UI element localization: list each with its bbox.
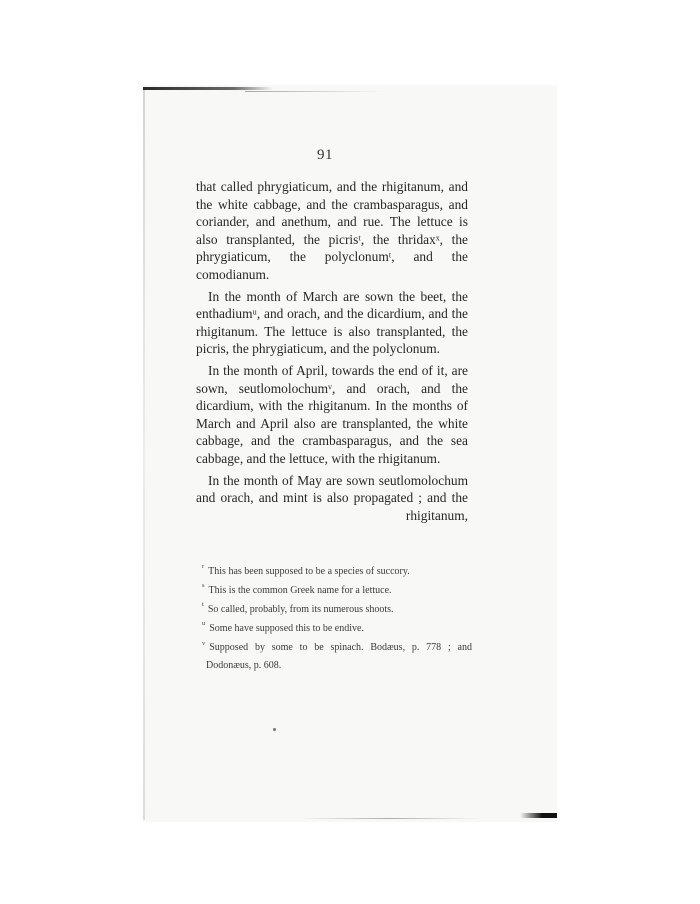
page-bottom-shadow	[520, 813, 557, 818]
page-number: 91	[317, 147, 333, 163]
footnote-text: So called, probably, from its numerous shoots.	[207, 604, 394, 615]
footnote-text: This is the common Greek name for a lettuce.	[208, 585, 392, 596]
footnote	[196, 562, 472, 581]
page-left-edge	[143, 90, 145, 820]
footnote-text: Supposed by some to be spinach. Bodæus, p. 778 ; and Dodonæus, p. 608.	[206, 642, 472, 671]
footnote-marker: v	[202, 640, 206, 647]
ink-speck	[273, 728, 276, 731]
footnote-marker: t	[202, 601, 204, 608]
page-top-shadow-faint	[245, 91, 385, 92]
page-bottom-line	[300, 818, 480, 819]
page-top-shadow	[143, 87, 273, 90]
footnote-marker: r	[202, 563, 205, 570]
footnote-marker: s	[202, 582, 205, 589]
footnote	[196, 600, 472, 619]
footnotes	[196, 562, 472, 675]
footnote-marker: u	[202, 620, 206, 627]
paragraph: In the month of March are sown the beet, the enthadiumᵘ, and orach, and the dicardium, and the rhigitanum. The lettuce is also transplanted, the picris, the phrygiaticum, and the polyclonum.	[196, 288, 468, 357]
paragraph: In the month of May are sown seutlomolochum and orach, and mint is also propagated ; and the rhigitanum,	[196, 472, 468, 523]
paragraph: In the month of April, towards the end of it, are sown, seutlomolochumᵛ, and orach, and the dicardium, with the rhigitanum. In the months of March and April also are transplanted, the white cabbage, and the crambasparagus, and the sea cabbage, and the lettuce, with the rhigitanum.	[196, 362, 468, 466]
footnote	[196, 619, 472, 638]
footnote-text: This has been supposed to be a species of succory.	[208, 566, 410, 577]
footnote-text: Some have supposed this to be endive.	[209, 623, 364, 634]
body-text	[196, 178, 468, 524]
paragraph: that called phrygiaticum, and the rhigitanum, and the white cabbage, and the crambasparagus, and coriander, and anethum, and rue. The lettuce is also transplanted, the picrisᵗ, the thridaxˣ, the phrygiaticum, the polyclonumᵗ, and the comodianum.	[196, 179, 468, 282]
footnote	[196, 639, 472, 675]
footnote	[196, 581, 472, 600]
